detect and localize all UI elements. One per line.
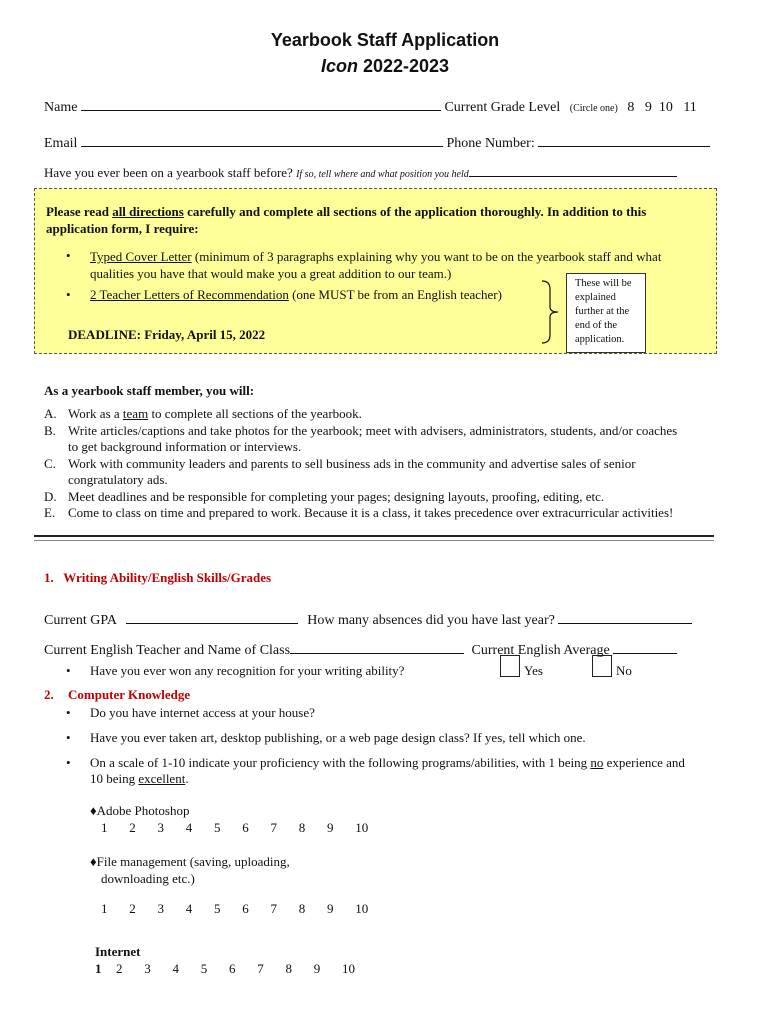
section2-heading: Computer Knowledge <box>68 687 191 702</box>
note-line: further at the <box>575 306 630 317</box>
section2-number: 2. <box>44 687 54 702</box>
bullet-dot: • <box>66 663 71 678</box>
bullet-dot: • <box>66 730 71 745</box>
phone-field[interactable] <box>538 134 710 147</box>
recommendations-link[interactable]: 2 Teacher Letters of Recommendation <box>90 287 289 302</box>
skill-file-label-a: File management (saving, uploading, <box>96 854 290 869</box>
grade-options[interactable]: 8 9 10 11 <box>627 100 697 115</box>
teacher-field[interactable] <box>290 641 464 654</box>
email-field[interactable] <box>81 134 443 147</box>
recognition-question: Have you ever won any recognition for your writing ability? <box>90 663 405 678</box>
internet-question: Do you have internet access at your house? <box>90 705 315 720</box>
subtitle-years: 2022-2023 <box>362 56 450 76</box>
duty-item: B. Write articles/captions and take photos for the yearbook; meet with advisers, administrators, students, and/or coaches <box>44 422 678 438</box>
note-line: These will be <box>575 278 632 289</box>
duty-item: congratulatory ads. <box>68 472 168 487</box>
staff-question-row <box>44 164 677 181</box>
req-item-recommendations <box>90 287 502 303</box>
duties-list <box>44 406 677 522</box>
duty-item: C. Work with community leaders and parents to sell business ads in the community and advertise sales of senior <box>44 455 636 471</box>
yes-checkbox[interactable] <box>500 655 520 677</box>
section-divider-thin <box>34 540 714 541</box>
bullet-dot: • <box>66 705 71 720</box>
scale-file-management[interactable]: 1 2 3 4 5 6 7 8 9 10 <box>101 901 369 916</box>
skill-file-management <box>90 853 290 887</box>
email-label: Email <box>44 136 78 151</box>
scale-photoshop[interactable]: 1 2 3 4 5 6 7 8 9 10 <box>101 820 369 835</box>
scale-internet[interactable] <box>95 961 355 977</box>
duty-item: to get background information or interviews. <box>68 439 302 454</box>
proficiency-question: On a scale of 1-10 indicate your proficiency with the following programs/abilities, with 1 being no experience and 10 being excellent. <box>90 755 685 786</box>
skill-file-label-b: downloading etc.) <box>101 871 195 886</box>
duty-item: E. Come to class on time and prepared to work. Because it is a class, it takes precedence over extracurricular activities! <box>44 505 674 520</box>
design-class-question: Have you ever taken art, desktop publishing, or a web page design class? If yes, tell which one. <box>90 730 586 745</box>
subtitle-icon-word: Icon <box>320 56 358 76</box>
gpa-row <box>44 611 692 629</box>
diamond-icon: ♦ <box>90 854 97 869</box>
intro-text-a: Please read <box>46 204 113 219</box>
page-title: Yearbook Staff Application <box>270 30 500 50</box>
gpa-label: Current GPA <box>44 613 117 628</box>
name-field[interactable] <box>81 98 441 111</box>
note-line: application. <box>575 334 625 345</box>
brace-icon <box>540 279 562 345</box>
recommendations-text: (one MUST be from an English teacher) <box>288 287 502 302</box>
name-row <box>44 98 697 116</box>
skill-photoshop-label: Adobe Photoshop <box>96 803 190 818</box>
gpa-field[interactable] <box>126 611 298 624</box>
phone-label: Phone Number: <box>446 136 535 151</box>
note-line: explained <box>575 292 616 303</box>
bullet-dot: • <box>66 287 71 302</box>
staff-hint: If so, tell where and what position you held <box>296 169 469 180</box>
staff-field[interactable] <box>469 164 677 177</box>
scale-internet-rest: 2 3 4 5 6 7 8 9 10 <box>101 961 355 976</box>
deadline: DEADLINE: Friday, April 15, 2022 <box>68 327 266 342</box>
intro-text-b: carefully and complete all sections of the application thoroughly. In addition to this <box>183 204 647 219</box>
diamond-icon: ♦ <box>90 803 97 818</box>
grade-hint: (Circle one) <box>569 103 618 114</box>
skill-internet-label: Internet <box>95 944 141 959</box>
average-label: Current English Average <box>471 643 610 658</box>
page-subtitle <box>0 56 770 77</box>
email-row <box>44 134 710 152</box>
grade-label: Current Grade Level <box>444 100 561 115</box>
yes-label: Yes <box>524 663 543 678</box>
duty-item: A. Work as a team to complete all sections of the yearbook. <box>44 406 362 421</box>
bullet-dot: • <box>66 755 71 770</box>
scale-internet-first: 1 <box>95 961 102 976</box>
cover-letter-link[interactable]: Typed Cover Letter <box>90 249 192 264</box>
duty-item: D. Meet deadlines and be responsible for completing your pages; designing layouts, proofing, editing, etc. <box>44 488 605 504</box>
intro-underlined: all directions <box>112 204 184 219</box>
absences-label: How many absences did you have last year? <box>307 613 555 628</box>
duties-heading: As a yearbook staff member, you will: <box>44 383 255 398</box>
note-box <box>566 273 646 353</box>
absences-field[interactable] <box>558 611 692 624</box>
section-divider <box>34 535 714 537</box>
cover-letter-text2: qualities you have that would make you a great addition to our team.) <box>90 266 452 281</box>
cover-letter-text: (minimum of 3 paragraphs explaining why you want to be on the yearbook staff and what <box>191 249 662 264</box>
teacher-row <box>44 641 677 659</box>
section1-heading: 1. Writing Ability/English Skills/Grades <box>44 570 272 585</box>
teacher-label: Current English Teacher and Name of Class <box>44 643 291 658</box>
bullet-dot: • <box>66 248 71 263</box>
no-label: No <box>616 663 632 678</box>
staff-question: Have you ever been on a yearbook staff before? <box>44 165 293 180</box>
skill-photoshop <box>90 803 189 819</box>
name-label: Name <box>44 100 78 115</box>
note-line: end of the <box>575 320 617 331</box>
intro-text-c: application form, I require: <box>46 221 199 236</box>
requirements-intro <box>46 203 706 237</box>
no-checkbox[interactable] <box>592 655 612 677</box>
average-field[interactable] <box>613 641 677 654</box>
